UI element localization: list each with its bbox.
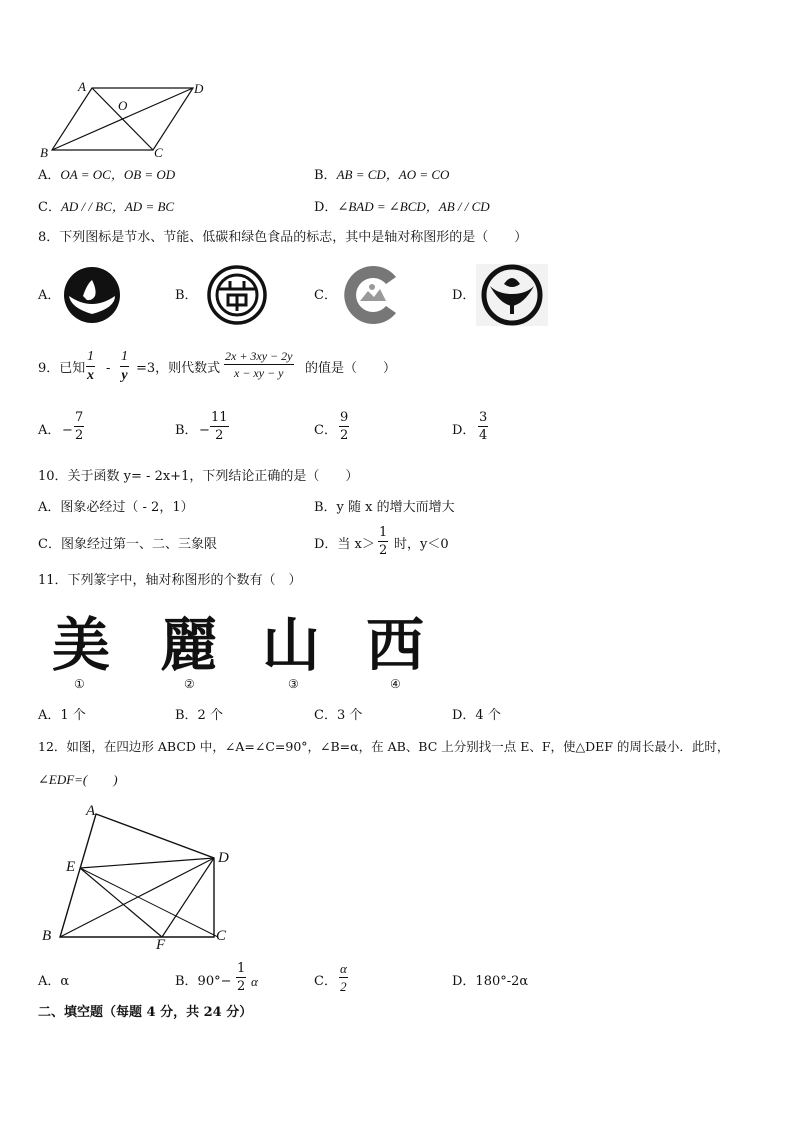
option-letter: A． [38,168,61,183]
option-text: OA = OC，OB = OD [60,167,176,182]
option-sign: − [199,423,210,438]
glyph-label: ② [184,677,195,691]
label-c: C [216,928,227,944]
numerator: 1 [121,349,128,364]
glyph-label: ③ [288,677,299,691]
q10-option-b[interactable]: B．y 随 x 的增大而增大 [314,500,455,515]
label-f: F [156,937,166,953]
seal-char: 美 [52,611,111,679]
q10-option-c[interactable]: C．图象经过第一、二、三象限 [38,537,217,552]
option-letter: B． [175,423,198,438]
option-fraction: 9 2 [340,410,349,443]
option-fraction: 7 2 [75,410,84,443]
option-letter: A． [38,423,61,438]
option-fraction: 1 2 [237,961,246,994]
q8-option-b[interactable]: B． [175,288,198,303]
numerator: 1 [87,349,94,364]
denominator: y [121,368,128,383]
q11-option-c[interactable]: C．3 个 [314,708,363,723]
q11-stem: 11．下列篆字中，轴对称图形的个数有（ ） [38,573,302,588]
option-text: ∠BAD = ∠BCD，AB / / CD [337,199,490,214]
green-food-logo-icon [476,264,548,328]
parallelogram-figure [40,78,220,160]
q7-option-a[interactable] [38,168,175,182]
option-text: α [251,974,258,989]
option-letter: C． [314,423,337,438]
q11-option-a[interactable]: A．1 个 [38,708,86,723]
glyph-label: ① [74,677,85,691]
q11-option-d[interactable]: D．4 个 [452,708,501,723]
option-letter: D． [452,423,476,438]
label-a: A [78,79,86,94]
denominator: x − xy − y [234,366,284,380]
option-text: AB = CD，AO = CO [336,167,450,182]
section-title: 二、填空题（每题 4 分，共 24 分） [38,1005,253,1020]
label-c: C [154,145,163,160]
denominator: x [87,368,94,383]
q9-prefix: 9．已知 [38,361,86,376]
q9-mid: =3，则代数式 [136,361,221,376]
q9-suffix: 的值是（ ） [305,361,397,376]
q9-frac2 [120,350,129,383]
glyph-label: ④ [390,677,401,691]
label-b: B [40,145,48,160]
option-letter: B． [314,168,337,183]
label-d: D [194,81,204,96]
option-fraction: α 2 [340,961,347,994]
option-text: AD / / BC，AD = BC [60,199,175,214]
option-letter: C． [38,200,61,215]
option-fraction: 3 4 [479,410,488,443]
q7-option-c[interactable] [38,200,174,214]
label-o: O [118,98,128,113]
option-text: C． [314,974,337,989]
seal-char: 麗 [160,611,219,679]
q12-option-a[interactable]: A．α [38,974,70,989]
q12-option-d[interactable]: D．180°-2α [452,974,529,989]
quadrilateral-figure [40,800,240,960]
q8-option-a[interactable]: A． [38,288,61,303]
option-text: D．当 x＞ [314,537,375,552]
q7-option-d[interactable] [314,200,490,214]
q8-option-c[interactable]: C． [314,288,337,303]
q12-stem-line1: 12．如图，在四边形 ABCD 中，∠A=∠C=90°，∠B=α，在 AB、BC 上分别找一点 E、F，使△DEF 的周长最小．此时， [38,739,730,754]
option-text: B．90°− [175,974,232,989]
seal-char: 西 [366,611,425,679]
water-saving-logo-icon [63,266,121,324]
low-carbon-logo-icon [340,263,404,327]
option-text: 时，y＜0 [394,537,449,552]
label-e: E [66,859,76,875]
label-b: B [42,928,52,944]
q8-stem: 8．下列图标是节水、节能、低碳和绿色食品的标志，其中是轴对称图形的是（ ） [38,230,528,245]
q10-stem: 10．关于函数 y= - 2x+1，下列结论正确的是（ ） [38,469,359,484]
option-fraction: 11 2 [211,410,228,443]
option-sign: − [62,423,73,438]
q12-stem-line2: ∠EDF=( ) [38,772,118,787]
seal-char: 山 [262,611,321,679]
q8-option-d[interactable]: D． [452,288,476,303]
q7-option-b[interactable] [314,168,449,182]
label-d: D [218,850,229,866]
option-fraction: 1 2 [379,525,388,558]
option-letter: D． [314,200,338,215]
q11-option-b[interactable]: B．2 个 [175,708,223,723]
energy-saving-logo-icon [207,265,267,325]
q9-expression [224,350,294,379]
q9-frac1 [86,350,95,383]
q10-option-a[interactable]: A．图象必经过（ - 2，1） [38,500,194,515]
numerator: 2x + 3xy − 2y [225,349,293,363]
label-a: A [86,803,96,819]
q9-minus: - [106,361,111,376]
